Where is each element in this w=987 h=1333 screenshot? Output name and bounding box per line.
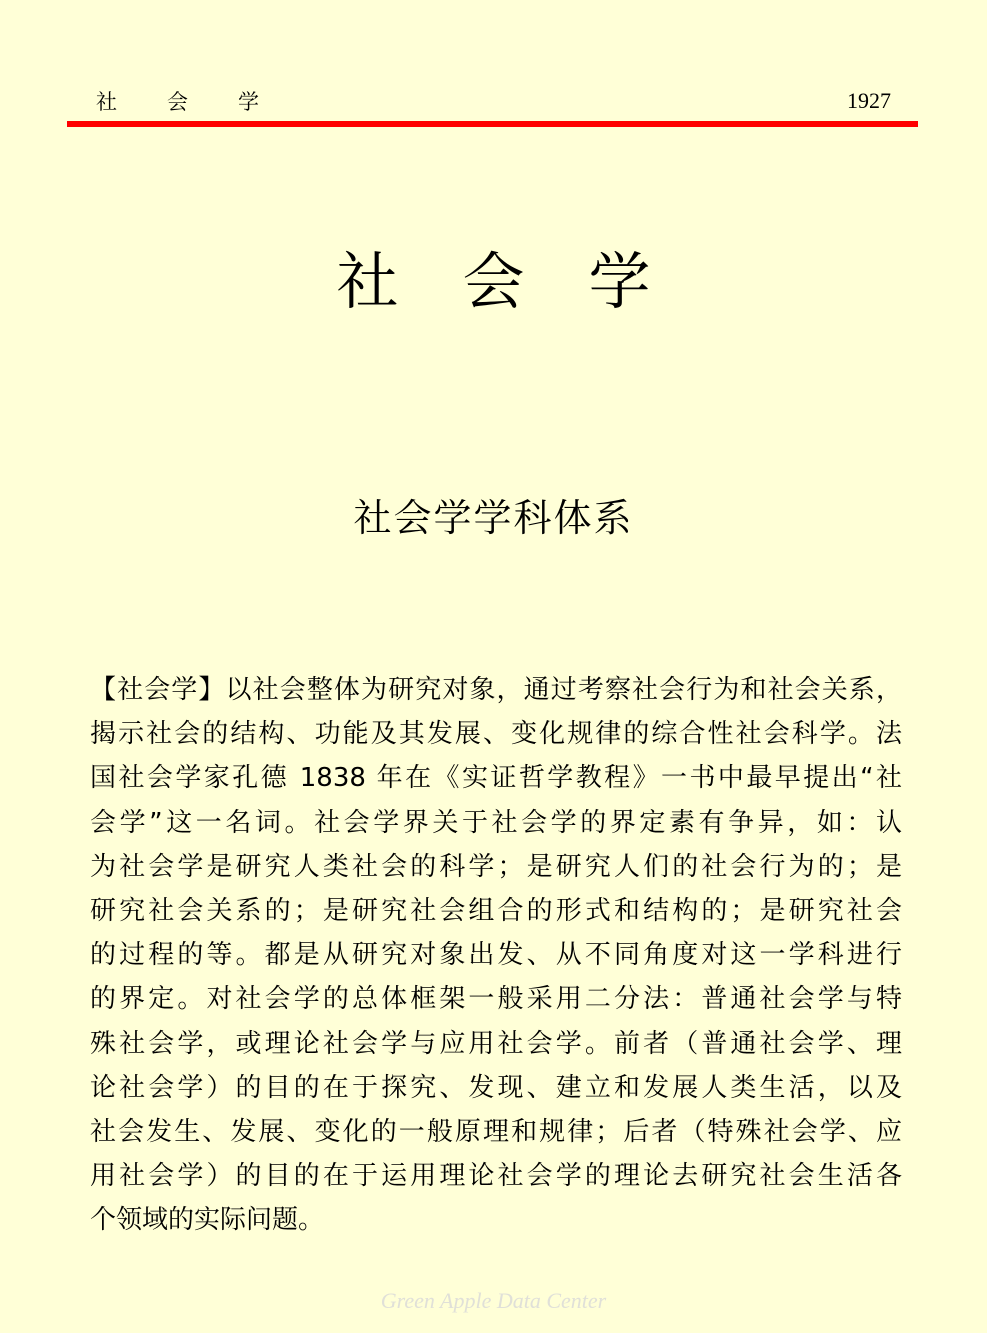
body-line: 揭示社会的结构、功能及其发展、变化规律的综合性社会科学。法 [90,719,902,750]
header-rule [67,121,918,127]
body-line: 论社会学）的目的在于探究、发现、建立和发展人类生活，以及 [90,1072,902,1103]
body-line: 的过程的等。都是从研究对象出发、从不同角度对这一学科进行 [90,940,902,971]
running-head-char: 会 [167,90,188,114]
running-head [96,86,309,116]
page-number: 1927 [847,88,891,113]
title-char: 学 [588,245,651,318]
title-char: 会 [462,245,525,318]
body-line: 国社会学家孔德 1838 年在《实证哲学教程》一书中最早提出“社 [90,763,902,794]
title-char: 社 [336,245,399,318]
body-line: 个领域的实际问题。 [90,1205,325,1236]
body-line: 研究社会关系的；是研究社会组合的形式和结构的；是研究社会 [90,896,902,927]
watermark: Green Apple Data Center [380,1288,607,1313]
running-head-char: 社 [96,90,117,114]
body-line: 的界定。对社会学的总体框架一般采用二分法：普通社会学与特 [90,984,902,1015]
running-head-char: 学 [238,90,259,114]
body-line: 为社会学是研究人类社会的科学；是研究人们的社会行为的；是 [90,851,902,882]
entry-body [90,668,902,1243]
body-line: 社会发生、发展、变化的一般原理和规律；后者（特殊社会学、应 [90,1117,902,1148]
body-line: 【社会学】以社会整体为研究对象，通过考察社会行为和社会关系， [90,675,902,705]
page-title [0,232,987,321]
body-line: 会学”这一名词。社会学界关于社会学的界定素有争异，如：认 [90,807,902,838]
section-subtitle: 社会学学科体系 [353,496,634,540]
body-line: 殊社会学，或理论社会学与应用社会学。前者（普通社会学、理 [90,1028,902,1059]
body-line: 用社会学）的目的在于运用理论社会学的理论去研究社会生活各 [90,1161,902,1192]
